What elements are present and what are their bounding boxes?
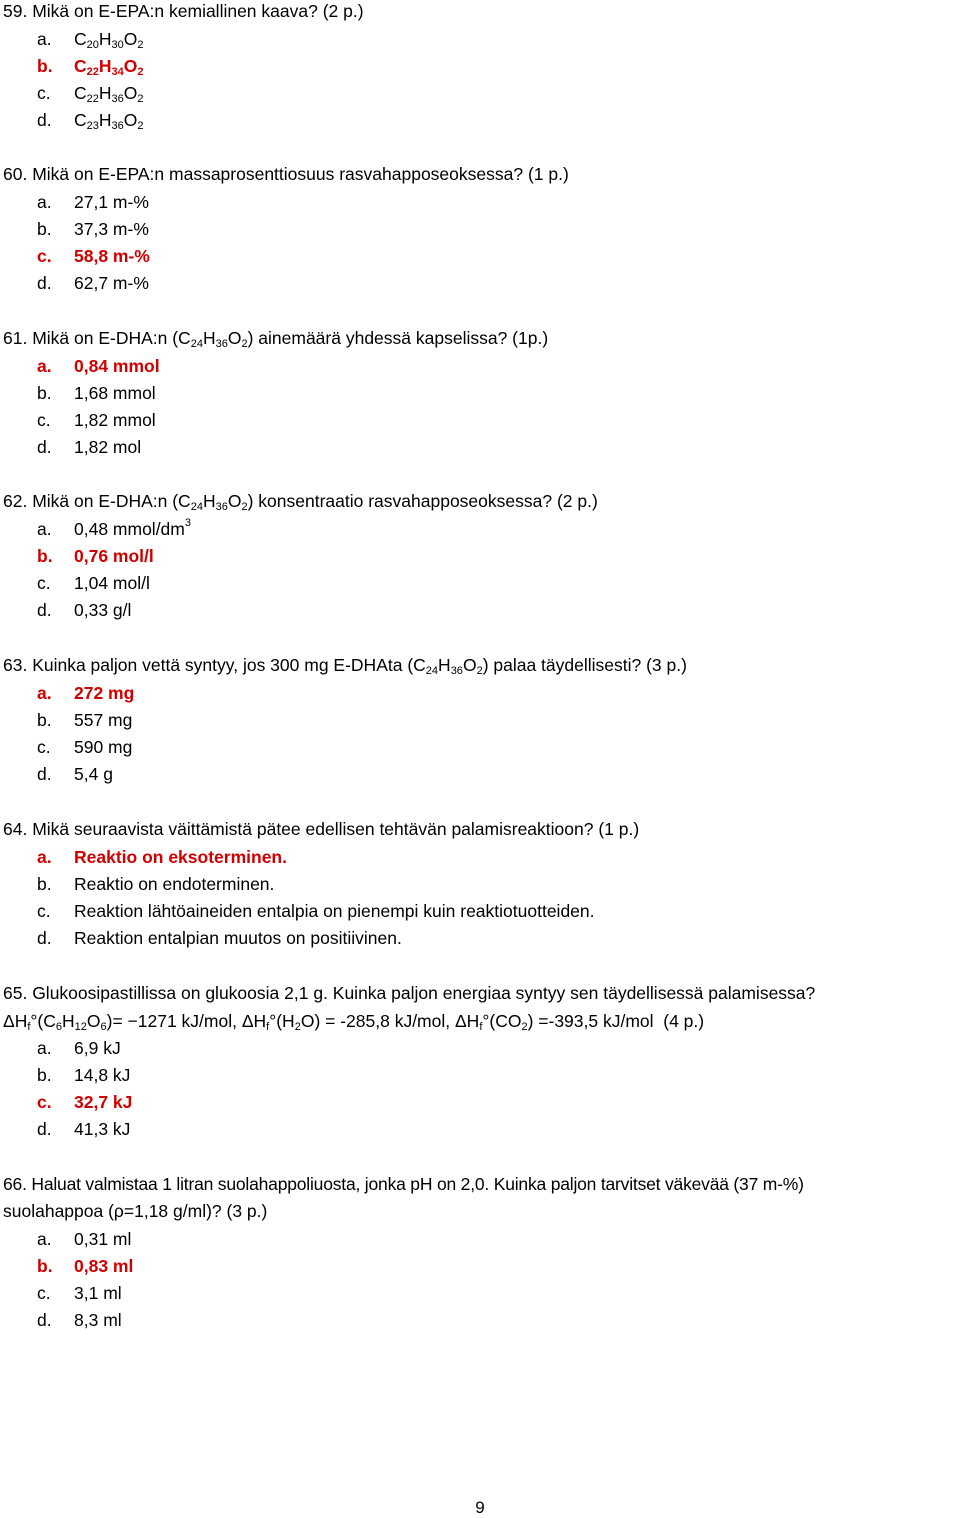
subscript: 6 bbox=[100, 1021, 107, 1033]
text-fragment: O bbox=[123, 110, 138, 130]
option-text: 8,3 ml bbox=[74, 1310, 122, 1330]
q66-option-b bbox=[37, 1255, 133, 1277]
option-text: 557 mg bbox=[74, 710, 133, 730]
q63-option-d bbox=[37, 763, 113, 785]
text-fragment: H bbox=[61, 1011, 75, 1031]
text-fragment: 61. Mikä on E-DHA:n (C bbox=[3, 328, 191, 348]
subscript: 12 bbox=[74, 1021, 87, 1033]
text-fragment: O) = -285,8 kJ/mol, ΔH bbox=[300, 1011, 480, 1031]
subscript: 30 bbox=[111, 39, 124, 51]
option-text bbox=[74, 56, 144, 76]
q60-option-d bbox=[37, 272, 149, 294]
q62-question bbox=[3, 490, 598, 512]
q61-option-d bbox=[37, 436, 141, 458]
option-text: 590 mg bbox=[74, 737, 133, 757]
text-fragment: O bbox=[462, 655, 477, 675]
option-letter: a. bbox=[37, 192, 52, 212]
option-letter: b. bbox=[37, 546, 53, 566]
option-letter: c. bbox=[37, 901, 51, 921]
option-text bbox=[74, 29, 144, 49]
text-fragment: °(CO bbox=[482, 1011, 522, 1031]
option-letter: b. bbox=[37, 383, 52, 403]
option-text: 5,4 g bbox=[74, 764, 113, 784]
option-text: 1,04 mol/l bbox=[74, 573, 150, 593]
text-fragment: °(H bbox=[269, 1011, 295, 1031]
q59-option-d bbox=[37, 109, 144, 131]
text-fragment: O bbox=[227, 328, 242, 348]
option-text bbox=[74, 110, 144, 130]
text-fragment: 63. Kuinka paljon vettä syntyy, jos 300 mg E-DHAta (C bbox=[3, 655, 426, 675]
q59-option-c bbox=[37, 82, 144, 104]
subscript: 6 bbox=[55, 1021, 62, 1033]
text-fragment: ) palaa täydellisesti? (3 p.) bbox=[482, 655, 687, 675]
option-text: Reaktion lähtöaineiden entalpia on pienempi kuin reaktiotuotteiden. bbox=[74, 901, 595, 921]
q64-option-b bbox=[37, 873, 274, 895]
text-fragment: ) ainemäärä yhdessä kapselissa? (1p.) bbox=[247, 328, 549, 348]
option-letter: a. bbox=[37, 1229, 52, 1249]
q63-question bbox=[3, 654, 687, 676]
option-letter: c. bbox=[37, 246, 52, 266]
text-fragment: O bbox=[86, 1011, 101, 1031]
option-letter: d. bbox=[37, 273, 52, 293]
subscript: f bbox=[266, 1021, 270, 1033]
option-letter: d. bbox=[37, 110, 52, 130]
q65-option-b bbox=[37, 1064, 130, 1086]
option-letter: a. bbox=[37, 519, 52, 539]
option-letter: c. bbox=[37, 1092, 52, 1112]
option-letter: b. bbox=[37, 874, 52, 894]
subscript: 36 bbox=[111, 120, 124, 132]
option-text: 0,83 ml bbox=[74, 1256, 134, 1276]
text-fragment: H bbox=[98, 56, 112, 76]
subscript: 36 bbox=[215, 501, 228, 513]
subscript: 36 bbox=[215, 338, 228, 350]
option-letter: d. bbox=[37, 764, 52, 784]
text-fragment: C bbox=[74, 110, 87, 130]
q65-question: 65. Glukoosipastillissa on glukoosia 2,1 g. Kuinka paljon energiaa syntyy sen täydellisessä palamisessa? bbox=[3, 983, 816, 1003]
option-letter: d. bbox=[37, 1310, 52, 1330]
option-text: 0,33 g/l bbox=[74, 600, 132, 620]
option-letter: a. bbox=[37, 29, 52, 49]
text-fragment: O bbox=[123, 83, 138, 103]
subscript: 2 bbox=[137, 66, 144, 78]
text-fragment: H bbox=[202, 328, 216, 348]
q65-option-a bbox=[37, 1037, 121, 1059]
option-letter: b. bbox=[37, 1256, 53, 1276]
subscript: f bbox=[479, 1021, 483, 1033]
option-letter: d. bbox=[37, 928, 52, 948]
option-letter: b. bbox=[37, 710, 52, 730]
option-letter: c. bbox=[37, 573, 51, 593]
text-fragment: H bbox=[202, 491, 216, 511]
q63-option-a bbox=[37, 682, 134, 704]
subscript: f bbox=[27, 1021, 31, 1033]
subscript: 36 bbox=[111, 93, 124, 105]
text-fragment: H bbox=[98, 29, 112, 49]
q66-option-a bbox=[37, 1228, 131, 1250]
text-fragment: 62. Mikä on E-DHA:n (C bbox=[3, 491, 191, 511]
subscript: 22 bbox=[86, 93, 99, 105]
subscript: 36 bbox=[450, 665, 463, 677]
q65-option-d bbox=[37, 1118, 130, 1140]
text-fragment: H bbox=[98, 83, 112, 103]
option-text: 0,76 mol/l bbox=[74, 546, 154, 566]
option-letter: a. bbox=[37, 847, 52, 867]
q61-question bbox=[3, 327, 548, 349]
q63-option-b bbox=[37, 709, 132, 731]
q59-option-a bbox=[37, 28, 144, 50]
q62-option-b bbox=[37, 545, 154, 567]
option-letter: a. bbox=[37, 1038, 52, 1058]
text-fragment: H bbox=[98, 110, 112, 130]
option-letter: c. bbox=[37, 1283, 51, 1303]
subscript: 22 bbox=[86, 66, 99, 78]
q66-question: suolahappoa (ρ=1,18 g/ml)? (3 p.) bbox=[3, 1201, 268, 1221]
text-fragment: )= −1271 kJ/mol, ΔH bbox=[106, 1011, 267, 1031]
q61-option-b bbox=[37, 382, 156, 404]
q65-given-data bbox=[3, 1010, 704, 1032]
q66-option-d bbox=[37, 1309, 122, 1331]
subscript: 2 bbox=[137, 93, 144, 105]
option-text: 0,31 ml bbox=[74, 1229, 132, 1249]
option-text: 58,8 m-% bbox=[74, 246, 150, 266]
subscript: 24 bbox=[190, 501, 203, 513]
option-text: 14,8 kJ bbox=[74, 1065, 131, 1085]
q63-option-c bbox=[37, 736, 132, 758]
option-text: 3,1 ml bbox=[74, 1283, 122, 1303]
q60-option-c bbox=[37, 245, 150, 267]
option-letter: d. bbox=[37, 600, 52, 620]
superscript: 3 bbox=[184, 517, 191, 529]
option-text: 272 mg bbox=[74, 683, 135, 703]
option-text: Reaktion entalpian muutos on positiivinen. bbox=[74, 928, 402, 948]
option-letter: a. bbox=[37, 356, 52, 376]
q61-option-a bbox=[37, 355, 160, 377]
q62-option-a bbox=[37, 518, 191, 540]
q64-option-c bbox=[37, 900, 595, 922]
subscript: 2 bbox=[137, 39, 144, 51]
q60-question: 60. Mikä on E-EPA:n massaprosenttiosuus rasvahapposeoksessa? (1 p.) bbox=[3, 164, 569, 184]
text-fragment: C bbox=[74, 29, 87, 49]
option-letter: d. bbox=[37, 437, 52, 457]
q62-option-d bbox=[37, 599, 131, 621]
q64-option-a bbox=[37, 846, 287, 868]
q65-option-c bbox=[37, 1091, 132, 1113]
option-text: 37,3 m-% bbox=[74, 219, 149, 239]
subscript: 2 bbox=[476, 665, 483, 677]
page-number: 9 bbox=[475, 1498, 485, 1517]
option-letter: c. bbox=[37, 737, 51, 757]
text-fragment: ) konsentraatio rasvahapposeoksessa? (2 p.) bbox=[247, 491, 598, 511]
option-text bbox=[74, 83, 144, 103]
option-letter: c. bbox=[37, 83, 51, 103]
q61-option-c bbox=[37, 409, 156, 431]
text-fragment: 0,48 mmol/dm bbox=[74, 519, 185, 539]
text-fragment: °(C bbox=[30, 1011, 56, 1031]
q64-option-d bbox=[37, 927, 402, 949]
text-fragment: C bbox=[74, 83, 87, 103]
option-text: 27,1 m-% bbox=[74, 192, 149, 212]
q60-option-a bbox=[37, 191, 149, 213]
option-text: 1,68 mmol bbox=[74, 383, 156, 403]
text-fragment: O bbox=[227, 491, 242, 511]
option-text: 1,82 mmol bbox=[74, 410, 156, 430]
text-fragment: O bbox=[123, 56, 138, 76]
subscript: 2 bbox=[241, 501, 248, 513]
subscript: 2 bbox=[294, 1021, 301, 1033]
subscript: 20 bbox=[86, 39, 99, 51]
subscript: 34 bbox=[111, 66, 124, 78]
text-fragment: H bbox=[438, 655, 451, 675]
option-letter: d. bbox=[37, 1119, 52, 1139]
subscript: 2 bbox=[241, 338, 248, 350]
subscript: 24 bbox=[190, 338, 203, 350]
option-text: 41,3 kJ bbox=[74, 1119, 131, 1139]
text-fragment: ΔH bbox=[3, 1011, 28, 1031]
option-text: Reaktio on endoterminen. bbox=[74, 874, 275, 894]
q59-question: 59. Mikä on E-EPA:n kemiallinen kaava? (2 p.) bbox=[3, 1, 364, 21]
option-text: 0,84 mmol bbox=[74, 356, 160, 376]
option-letter: b. bbox=[37, 1065, 52, 1085]
text-fragment: C bbox=[74, 56, 87, 76]
option-letter: c. bbox=[37, 410, 51, 430]
option-letter: b. bbox=[37, 219, 52, 239]
q66-question: 66. Haluat valmistaa 1 litran suolahappoliuosta, jonka pH on 2,0. Kuinka paljon tarvitset väkevää (37 m-%) bbox=[3, 1174, 804, 1194]
option-letter: b. bbox=[37, 56, 53, 76]
text-fragment: O bbox=[123, 29, 138, 49]
option-text bbox=[74, 519, 191, 539]
option-text: 6,9 kJ bbox=[74, 1038, 121, 1058]
q66-option-c bbox=[37, 1282, 122, 1304]
q64-question: 64. Mikä seuraavista väittämistä pätee edellisen tehtävän palamisreaktioon? (1 p.) bbox=[3, 819, 640, 839]
option-letter: a. bbox=[37, 683, 52, 703]
q62-option-c bbox=[37, 572, 150, 594]
option-text: 1,82 mol bbox=[74, 437, 142, 457]
subscript: 23 bbox=[86, 120, 99, 132]
subscript: 24 bbox=[425, 665, 439, 677]
q60-option-b bbox=[37, 218, 149, 240]
subscript: 2 bbox=[521, 1021, 528, 1033]
option-text: Reaktio on eksoterminen. bbox=[74, 847, 287, 867]
option-text: 32,7 kJ bbox=[74, 1092, 133, 1112]
subscript: 2 bbox=[137, 120, 144, 132]
q59-option-b bbox=[37, 55, 144, 77]
text-fragment: ) =-393,5 kJ/mol (4 p.) bbox=[527, 1011, 705, 1031]
option-text: 62,7 m-% bbox=[74, 273, 149, 293]
